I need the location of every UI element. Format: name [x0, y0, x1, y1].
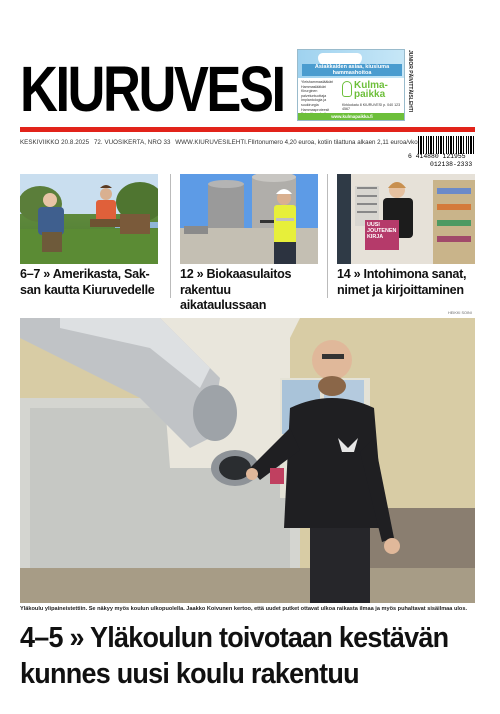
teaser-headline-1[interactable]: 6–7 » Amerikasta, Sak- san kautta Kiuruvedelle — [20, 267, 155, 297]
barcode-bars — [418, 136, 474, 154]
book-sign: UUSI JOUTENEN KIRJA — [367, 222, 397, 240]
column-divider — [170, 174, 171, 298]
issue-website: WWW.KIURUVESILEHTI.FI — [175, 139, 254, 146]
ad-web: www.kulmapaikka.fi — [298, 113, 405, 120]
teaser-photo-2[interactable] — [180, 174, 318, 264]
ad-top-text: Asiakkaiden asiaa, kiusiuma hammashoitoa — [302, 64, 402, 76]
issue-date: KESKIVIIKKO 20.8.2025 — [20, 139, 90, 146]
teaser-headline-2[interactable]: 12 » Biokaasulaitos rakentuu aikataulussaan — [180, 267, 292, 312]
ad-services: Yleishammaslääkäri Hammaslääkäri Kirurginen palveluntuottaja Implantologia ja suukirurgia Hammasproteesit — [301, 80, 334, 112]
ad-address: Kirkkokatu 8 KIURUVESI p. 040 123 4567 — [342, 103, 401, 111]
barcode-number: 6 414880 121955 — [408, 153, 466, 160]
photo-caption: Yläkoulu ylipaineistettiin. Se näkyy myös koulun ulkopuolella. Jaakko Koivunen kertoo, että uudet putket ottavat ulkoa raikasta ilmaa ja myös puhaltavat sisäilmaa ulos. — [20, 606, 468, 612]
masthead — [20, 53, 292, 125]
column-divider — [327, 174, 328, 298]
masthead-divider — [20, 127, 475, 132]
side-tag: JUNIOR PÄIVITTÄISLEHTI — [407, 50, 413, 113]
teaser-headline-3[interactable]: 14 » Intohimona sanat, nimet ja kirjoittaminen — [337, 267, 467, 297]
ad-logo — [342, 81, 402, 101]
issue-info — [20, 139, 256, 146]
ad-banner — [298, 50, 405, 78]
masthead-title: KIURUVESI — [20, 53, 284, 125]
barcode-issue: 012138-2333 — [430, 161, 473, 168]
price-info: Irtonumero 4,20 euroa, kotiin tilattuna alkaen 2,11 euroa/vko — [253, 139, 418, 146]
photo-credit: HEIKKI SOINI — [448, 311, 472, 315]
tooth-logo-icon — [342, 81, 352, 97]
ad-brand: Kulma-paikka — [354, 80, 388, 100]
main-photo[interactable] — [20, 318, 475, 603]
dental-ad[interactable] — [297, 49, 405, 121]
barcode — [408, 136, 476, 170]
issue-volume: 72. VUOSIKERTA, NRO 33 — [93, 139, 171, 146]
main-headline[interactable]: 4–5 » Yläkoulun toivotaan kestävän kunnes uusi koulu rakentuu — [20, 622, 449, 690]
teaser-photo-3[interactable] — [337, 174, 475, 264]
teaser-photo-1[interactable] — [20, 174, 158, 264]
